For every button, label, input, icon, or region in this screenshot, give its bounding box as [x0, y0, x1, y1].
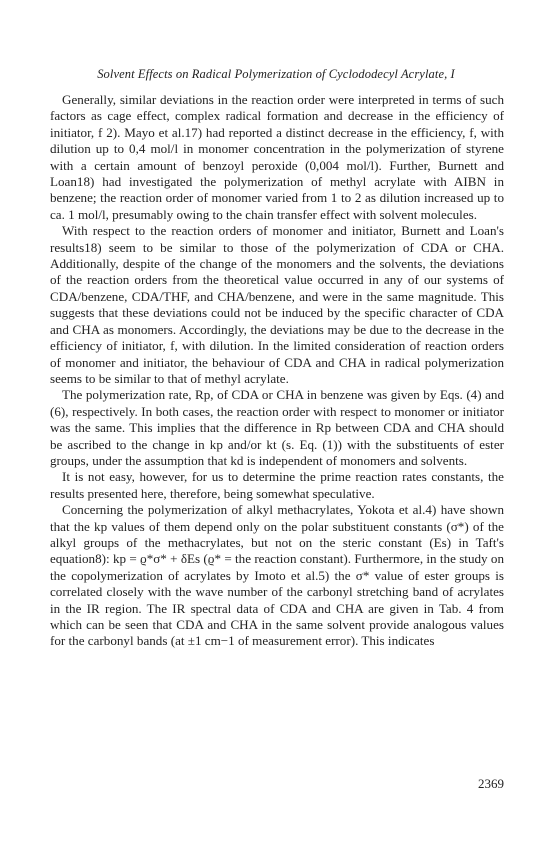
paragraph-5: Concerning the polymerization of alkyl methacrylates, Yokota et al.4) have shown that the kp values of them depend only on the polar substituent constants (σ*) of the alkyl groups of the methacrylates, but not on the steric constant (Es) in Taft's equation8): kp = ϱ*σ* + δEs (ϱ* = the reaction constant). Furthermore, in the study on the copolymerization of acrylates by Imoto et al.5) the σ* value of ester groups is correlated closely with the wave number of the carbonyl stretching band of acrylates in the IR region. The IR spectral data of CDA and CHA are given in Tab. 4 from which can be seen that CDA and CHA in the same solvent provide analogous values for the carbonyl bands (at ±1 cm−1 of measurement error). This indicates: [50, 502, 504, 649]
page-number: 2369: [478, 776, 504, 791]
paragraph-4: It is not easy, however, for us to determine the prime reaction rates constants, the results presented here, therefore, being somewhat speculative.: [50, 469, 504, 501]
paragraph-2: With respect to the reaction orders of monomer and initiator, Burnett and Loan's results18) seem to be similar to those of the polymerization of CDA or CHA. Additionally, despite of the change of the monomers and the solvents, the deviations of the reaction orders from the theoretical value occurred in any of our systems of CDA/benzene, CDA/THF, and CHA/benzene, and were in the same magnitude. This suggests that these deviations could not be induced by the specific character of CDA and CHA as monomers. Accordingly, the deviations may be due to the decrease in the efficiency of initiator, f, with dilution. In the limited consideration of reaction orders of monomer and initiator, the behaviour of CDA and CHA in radical polymerization seems to be similar to that of methyl acrylate.: [50, 223, 504, 386]
body-text: [50, 92, 504, 650]
paragraph-1: Generally, similar deviations in the reaction order were interpreted in terms of such factors as cage effect, complex radical formation and decrease in the efficiency of initiator, f 2). Mayo et al.17) had reported a distinct decrease in the efficiency, f, with dilution up to 0,4 mol/l in monomer concentration in the polymerization of styrene with a certain amount of benzoyl peroxide (0,004 mol/l). Further, Burnett and Loan18) had investigated the polymerization of methyl acrylate with AIBN in benzene; the reaction order of monomer varied from 1 to 2 as dilution increased up to ca. 1 mol/l, presumably owing to the chain transfer effect with solvent molecules.: [50, 92, 504, 222]
running-header: Solvent Effects on Radical Polymerization of Cyclododecyl Acrylate, I: [97, 67, 455, 81]
paragraph-3: The polymerization rate, Rp, of CDA or CHA in benzene was given by Eqs. (4) and (6), respectively. In both cases, the reaction order with respect to monomer or initiator was the same. This implies that the difference in Rp between CDA and CHA should be ascribed to the change in kp and/or kt (s. Eq. (1)) with the substituents of ester groups, under the assumption that kd is independent of monomers and solvents.: [50, 387, 504, 468]
